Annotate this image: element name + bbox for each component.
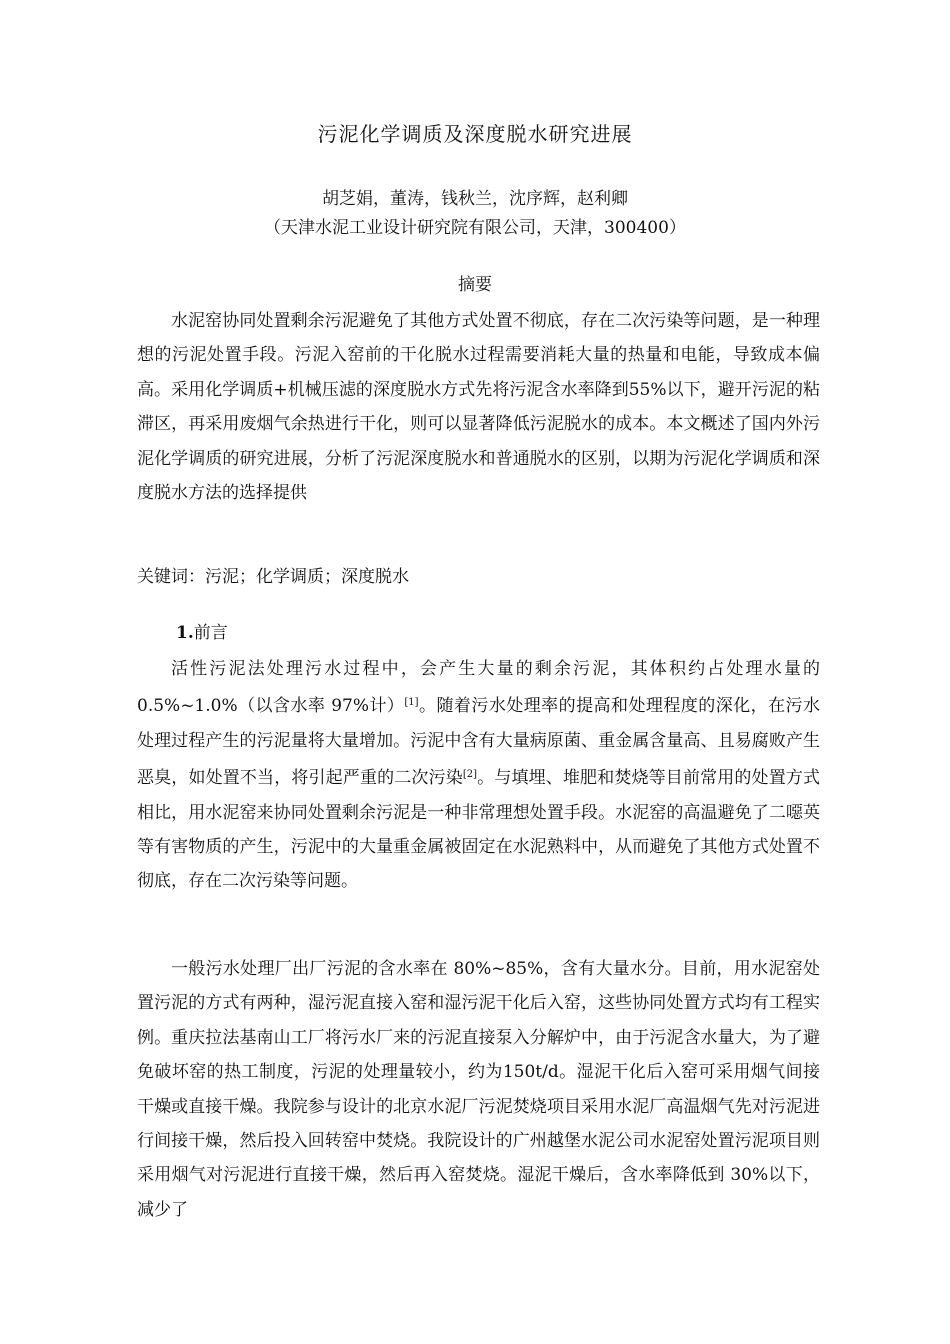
keywords: [137, 562, 820, 587]
abstract-heading: 摘要: [458, 275, 492, 295]
paragraph-text: 活性污泥法处理污水过程中，会产生大量的剩余污泥，其体积约占处理水量的 0.5%~1.0%（以含水率 97%计）: [137, 659, 820, 717]
body-paragraph: 一般污水处理厂出厂污泥的含水率在 80%~85%，含有大量水分。目前，用水泥窑处置污泥的方式有两种，湿污泥直接入窑和湿污泥干化后入窑，这些协同处置方式均有工程实例。重庆拉法基南山工厂将污水厂来的污泥直接泵入分解炉中，由于污泥含水量大，为了避免破坏窑的热工制度，污泥的处理量较小，约为150t/d。湿泥干化后入窑可采用烟气间接干燥或直接干燥。我院参与设计的北京水泥厂污泥焚烧项目采用水泥厂高温烟气先对污泥进行间接干燥，然后投入回转窑中焚烧。我院设计的广州越堡水泥公司水泥窑处置污泥项目则采用烟气对污泥进行直接干燥，然后再入窑焚烧。湿泥干燥后，含水率降低到 30%以下，减少了: [137, 959, 820, 1220]
body-paragraph: [137, 652, 820, 899]
paper-title: 污泥化学调质及深度脱水研究进展: [317, 122, 633, 146]
affiliation: （天津水泥工业设计研究院有限公司，天津，300400）: [264, 218, 686, 238]
section-number: 1.: [176, 623, 194, 643]
section-title: 前言: [193, 623, 228, 643]
citation-ref[interactable]: [1]: [404, 697, 419, 709]
abstract-text: 水泥窑协同处置剩余污泥避免了其他方式处置不彻底，存在二次污染等问题，是一种理想的污泥处置手段。污泥入窑前的干化脱水过程需要消耗大量的热量和电能，导致成本偏高。采用化学调质+机械压滤的深度脱水方式先将污泥含水率降到55%以下，避开污泥的粘滞区，再采用废烟气余热进行干化，则可以显著降低污泥脱水的成本。本文概述了国内外污泥化学调质的研究进展，分析了污泥深度脱水和普通脱水的区别，以期为污泥化学调质和深度脱水方法的选择提供: [137, 311, 820, 504]
paragraph-text: 。与填埋、堆肥和焚烧等目前常用的处置方式相比，用水泥窑来协同处置剩余污泥是一种非常理想处置手段。水泥窑的高温避免了二噁英等有害物质的产生，污泥中的大量重金属被固定在水泥熟料中，从而避免了其他方式处置不彻底，存在二次污染等问题。: [137, 768, 821, 892]
keywords-text: 污泥；化学调质；深度脱水: [205, 567, 409, 587]
section-heading: [176, 618, 228, 643]
paragraph-text: 。随着污水处理率的提高和处理程度的深化，在污水处理过程产生的污泥量将大量增加。污泥中含有大量病原菌、重金属含量高、且易腐败产生恶臭，如处置不当，将引起严重的二次污染: [137, 696, 821, 789]
author-list: 胡芝娟，董涛，钱秋兰，沈序辉，赵利卿: [322, 189, 628, 209]
citation-ref[interactable]: [2]: [462, 769, 478, 781]
keywords-label: 关键词：: [137, 567, 205, 587]
